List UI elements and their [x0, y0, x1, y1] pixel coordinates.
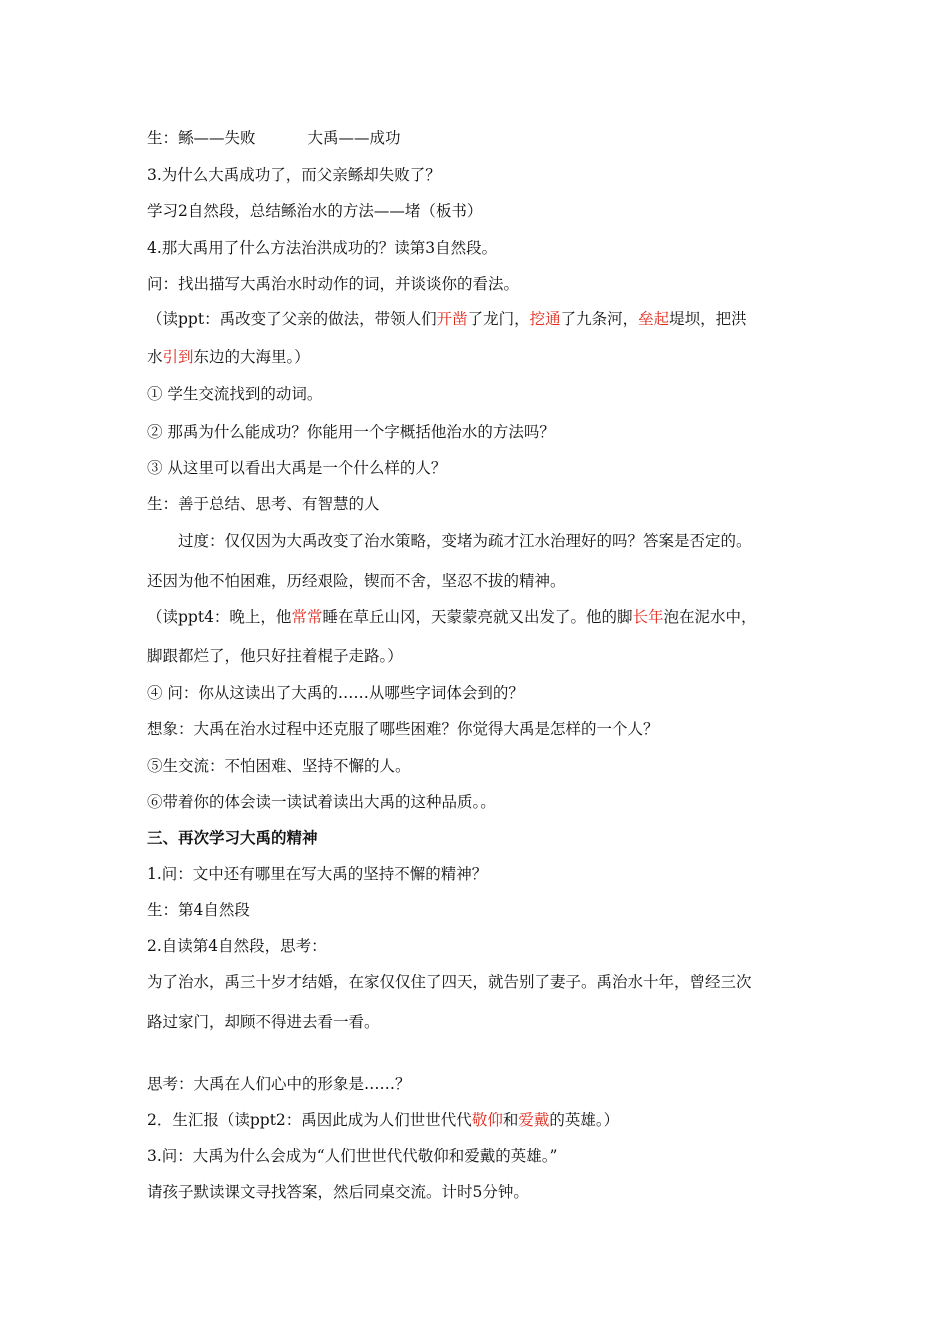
line-27: 2．生汇报（读ppt2：禹因此成为人们世世代代敬仰和爱戴的英雄。）	[147, 1111, 620, 1129]
line-4: 4.那大禹用了什么方法治洪成功的？读第3自然段。	[147, 239, 498, 257]
line-8: ① 学生交流找到的动词。	[147, 385, 323, 403]
line-5: 问：找出描写大禹治水时动作的词，并谈谈你的看法。	[147, 275, 520, 293]
line-2: 3.为什么大禹成功了，而父亲鲧却失败了？	[147, 166, 441, 184]
line-21: 1.问：文中还有哪里在写大禹的坚持不懈的精神？	[147, 865, 488, 883]
line-13: 还因为他不怕困难，历经艰险，锲而不舍，坚忍不拔的精神。	[147, 572, 566, 590]
line-3: 学习2自然段，总结鲧治水的方法——堵（板书）	[147, 202, 483, 220]
highlight-word: 垒起	[638, 310, 670, 328]
highlight-word: 爱戴	[518, 1111, 550, 1129]
text-success: 大禹——成功	[307, 129, 401, 147]
line-22: 生：第4自然段	[147, 901, 250, 919]
line-6: （读ppt：禹改变了父亲的做法，带领人们开凿了龙门，挖通了九条河，垒起堤坝，把洪	[147, 310, 747, 328]
line-11: 生：善于总结、思考、有智慧的人	[147, 495, 380, 513]
section-heading: 三、再次学习大禹的精神	[147, 829, 318, 847]
highlight-word: 常常	[291, 608, 323, 626]
line-15: 脚跟都烂了，他只好拄着棍子走路。）	[147, 647, 403, 665]
line-16: ④ 问：你从这读出了大禹的……从哪些字词体会到的？	[147, 684, 524, 702]
line-17: 想象：大禹在治水过程中还克服了哪些困难？你觉得大禹是怎样的一个人？	[147, 720, 659, 738]
highlight-word: 挖通	[529, 310, 561, 328]
line-14: （读ppt4：晚上，他常常睡在草丘山冈，天蒙蒙亮就又出发了。他的脚长年泡在泥水中，	[147, 608, 757, 626]
line-25: 路过家门，却顾不得进去看一看。	[147, 1013, 380, 1031]
line-1	[147, 126, 401, 148]
highlight-word: 开凿	[436, 310, 468, 328]
highlight-word: 引到	[162, 348, 194, 366]
line-7: 水引到东边的大海里。）	[147, 348, 310, 366]
line-9: ② 那禹为什么能成功？你能用一个字概括他治水的方法吗？	[147, 423, 555, 441]
highlight-word: 敬仰	[471, 1111, 503, 1129]
line-12: 过度：仅仅因为大禹改变了治水策略，变堵为疏才江水治理好的吗？答案是否定的。	[178, 532, 752, 550]
line-26: 思考：大禹在人们心中的形象是……？	[147, 1075, 411, 1093]
text-fail: 生：鲧——失败	[147, 129, 256, 147]
line-18: ⑤生交流：不怕困难、坚持不懈的人。	[147, 757, 411, 775]
line-10: ③ 从这里可以看出大禹是一个什么样的人？	[147, 459, 447, 477]
line-29: 请孩子默读课文寻找答案，然后同桌交流。计时5分钟。	[147, 1183, 529, 1201]
highlight-word: 长年	[632, 608, 664, 626]
line-24: 为了治水，禹三十岁才结婚，在家仅仅住了四天，就告别了妻子。禹治水十年，曾经三次	[147, 973, 752, 991]
line-28: 3.问：大禹为什么会成为“人们世世代代敬仰和爱戴的英雄。”	[147, 1147, 558, 1165]
line-19: ⑥带着你的体会读一读试着读出大禹的这种品质。。	[147, 793, 496, 811]
line-23: 2.自读第4自然段，思考：	[147, 937, 327, 955]
